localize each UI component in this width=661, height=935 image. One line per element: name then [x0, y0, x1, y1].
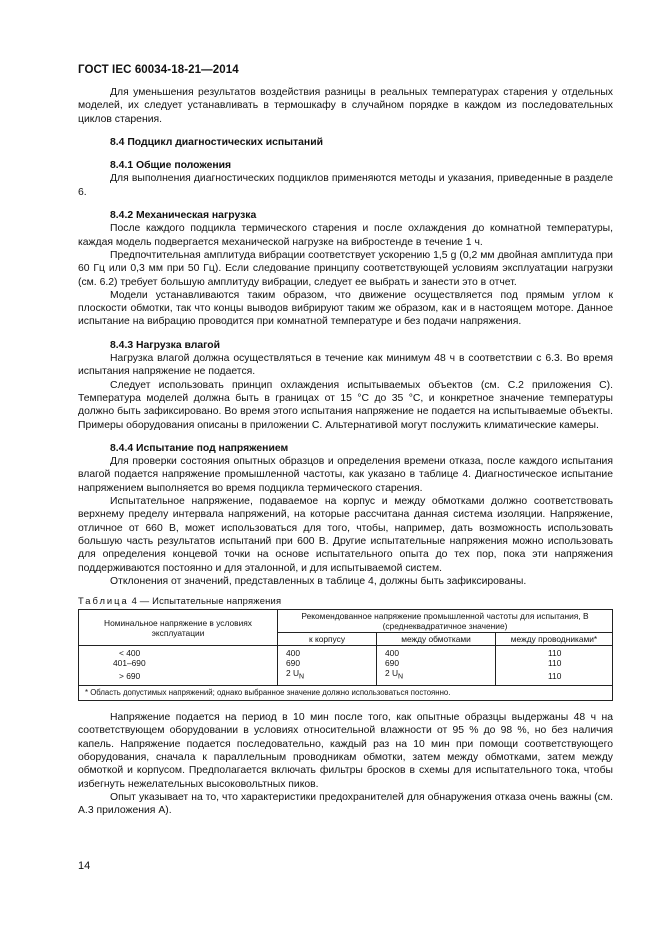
cell-nominal: > 690 [79, 668, 278, 685]
cell-conductors: 110 [496, 658, 613, 668]
subscript-n: N [398, 674, 404, 682]
section-8-4-4-paragraph-3: Отклонения от значений, представленных в таблице 4, должны быть зафиксированы. [110, 575, 527, 587]
section-8-4-3-title: 8.4.3 Нагрузка влагой [110, 339, 221, 351]
table-row [79, 646, 613, 659]
section-8-4-2-paragraph-1: После каждого подцикла термического старения и после охлаждения до комнатной температуры, каждая модель подвергается механической нагрузке на вибростенде в течение 1 ч. [78, 223, 613, 248]
test-voltage-table [78, 609, 613, 701]
table-header-group: Рекомендованное напряжение промышленной частоты для испытания, В (среднеквадратичное значение) [278, 610, 613, 633]
table-header-frame: к корпусу [278, 633, 377, 646]
section-8-4-3-paragraph-2: Следует использовать принцип охлаждения испытываемых объектов (см. С.2 приложения С). Температура моделей должна быть в границах от 15 °С до 35 °С, и конкретное значение температуры должно быть зафиксировано. Во время этого испытания напряжение не подается на испытываемые объекты. Примеры оборудования описаны в приложении С. Альтернативой могут послужить климатические камеры. [78, 379, 613, 431]
cell-frame-value: 2 U [286, 668, 300, 679]
page-content [78, 86, 613, 817]
section-8-4-4-title: 8.4.4 Испытание под напряжением [110, 442, 289, 454]
table-caption-word: Таблица [78, 595, 129, 607]
page-number: 14 [78, 860, 91, 872]
section-8-4-4-paragraph-1: Для проверки состояния опытных образцов и определения времени отказа, после каждого испытания влагой подается напряжение промышленной частоты, как указано в таблице 4. Диагностическое испытание напряжением выполняется во время подцикла термического старения. [78, 456, 613, 494]
cell-windings-value: 2 U [385, 668, 399, 679]
section-8-4-title: 8.4 Подцикл диагностических испытаний [110, 136, 323, 148]
section-8-4-4-paragraph-2: Испытательное напряжение, подаваемое на корпус и между обмотками должно соответствовать верхнему пределу интервала напряжений, на которые рассчитана данная система изоляции. Напряжение, отличное от 660 В, может использоваться для того, чтобы, например, дать возможность использовать большую часть результатов испытаний при 600 В. Другие испытательные напряжения можно использовать для определения концевой точки на основе испытательного опыта до тех пор, пока эти напряжения поддерживаются постоянно и для эталонной, и для испытываемой систем. [78, 496, 613, 574]
table-header-conductors: между проводниками* [496, 633, 613, 646]
table-header-nominal: Номинальное напряжение в условиях эксплуатации [79, 610, 278, 646]
table-footnote: * Область допустимых напряжений; однако выбранное значение должно использоваться постоянно. [79, 686, 613, 701]
cell-frame: 400 [278, 646, 377, 659]
section-8-4-2-title: 8.4.2 Механическая нагрузка [110, 210, 257, 222]
after-table-paragraph-2: Опыт указывает на то, что характеристики предохранителей для обнаружения отказа очень важны (см. А.3 приложения А). [78, 791, 613, 817]
table-row [79, 668, 613, 685]
cell-windings: 400 [377, 646, 496, 659]
table-caption-title: 4 — Испытательные напряжения [131, 595, 282, 607]
table-row [79, 658, 613, 668]
cell-windings: 690 [377, 658, 496, 668]
table-caption [78, 594, 613, 607]
cell-conductors: 110 [496, 668, 613, 685]
section-8-4-3-paragraph-1: Нагрузка влагой должна осуществляться в течение как минимум 48 ч в соответствии с 6.3. Во время испытания напряжение не подается. [78, 353, 613, 378]
subscript-n: N [299, 674, 305, 682]
section-8-4-2-paragraph-3: Модели устанавливаются таким образом, что движение осуществляется под прямым углом к плоскости обмотки, так что концы выводов вибрируют таким же образом, как и в настоящем моторе. Данное испытание на вибрацию проводится при комнатной температуре и без подачи напряжения. [78, 289, 613, 328]
cell-windings [377, 668, 496, 685]
cell-frame [278, 668, 377, 685]
document-header: ГОСТ IEC 60034-18-21—2014 [78, 64, 239, 76]
intro-paragraph: Для уменьшения результатов воздействия разницы в реальных температурах старения у отдельных моделей, их следует устанавливать в термошкафу в случайном порядке в каждом из последовательных циклов старения. [78, 87, 613, 125]
after-table-paragraph-1: Напряжение подается на период в 10 мин после того, как опытные образцы выдержаны 48 ч на соответствующем оборудовании в условиях относительной влажности от 95 % до 98 %, но без наличия капель. Напряжение подается последовательно, каждый раз на 10 мин при помощи соответствующего оборудования, сначала к параллельным проводникам обмотки, затем между обмотками, затем между обмоткой и корпусом. Предполагается включать фильтры бросков в схемы для испытательного тока, чтобы избегнуть нежелательных высоковольтных пиков. [78, 712, 613, 790]
cell-nominal: < 400 [79, 646, 278, 659]
cell-nominal: 401–690 [79, 658, 278, 668]
table-header-windings: между обмотками [377, 633, 496, 646]
section-8-4-2-paragraph-2: Предпочтительная амплитуда вибрации соответствует ускорению 1,5 g (0,2 мм двойная амплитуда при 60 Гц или 0,3 мм при 50 Гц). Если следование принципу соответствующей условиям эксплуатации нагрузки (см. 6.2) требует большую амплитуду вибрации, следует ее выбрать и занести это в отчет. [78, 249, 613, 288]
cell-frame: 690 [278, 658, 377, 668]
cell-conductors: 110 [496, 646, 613, 659]
section-8-4-1-title: 8.4.1 Общие положения [110, 160, 232, 172]
section-8-4-1-paragraph: Для выполнения диагностических подциклов применяются методы и указания, приведенные в разделе 6. [78, 173, 613, 198]
